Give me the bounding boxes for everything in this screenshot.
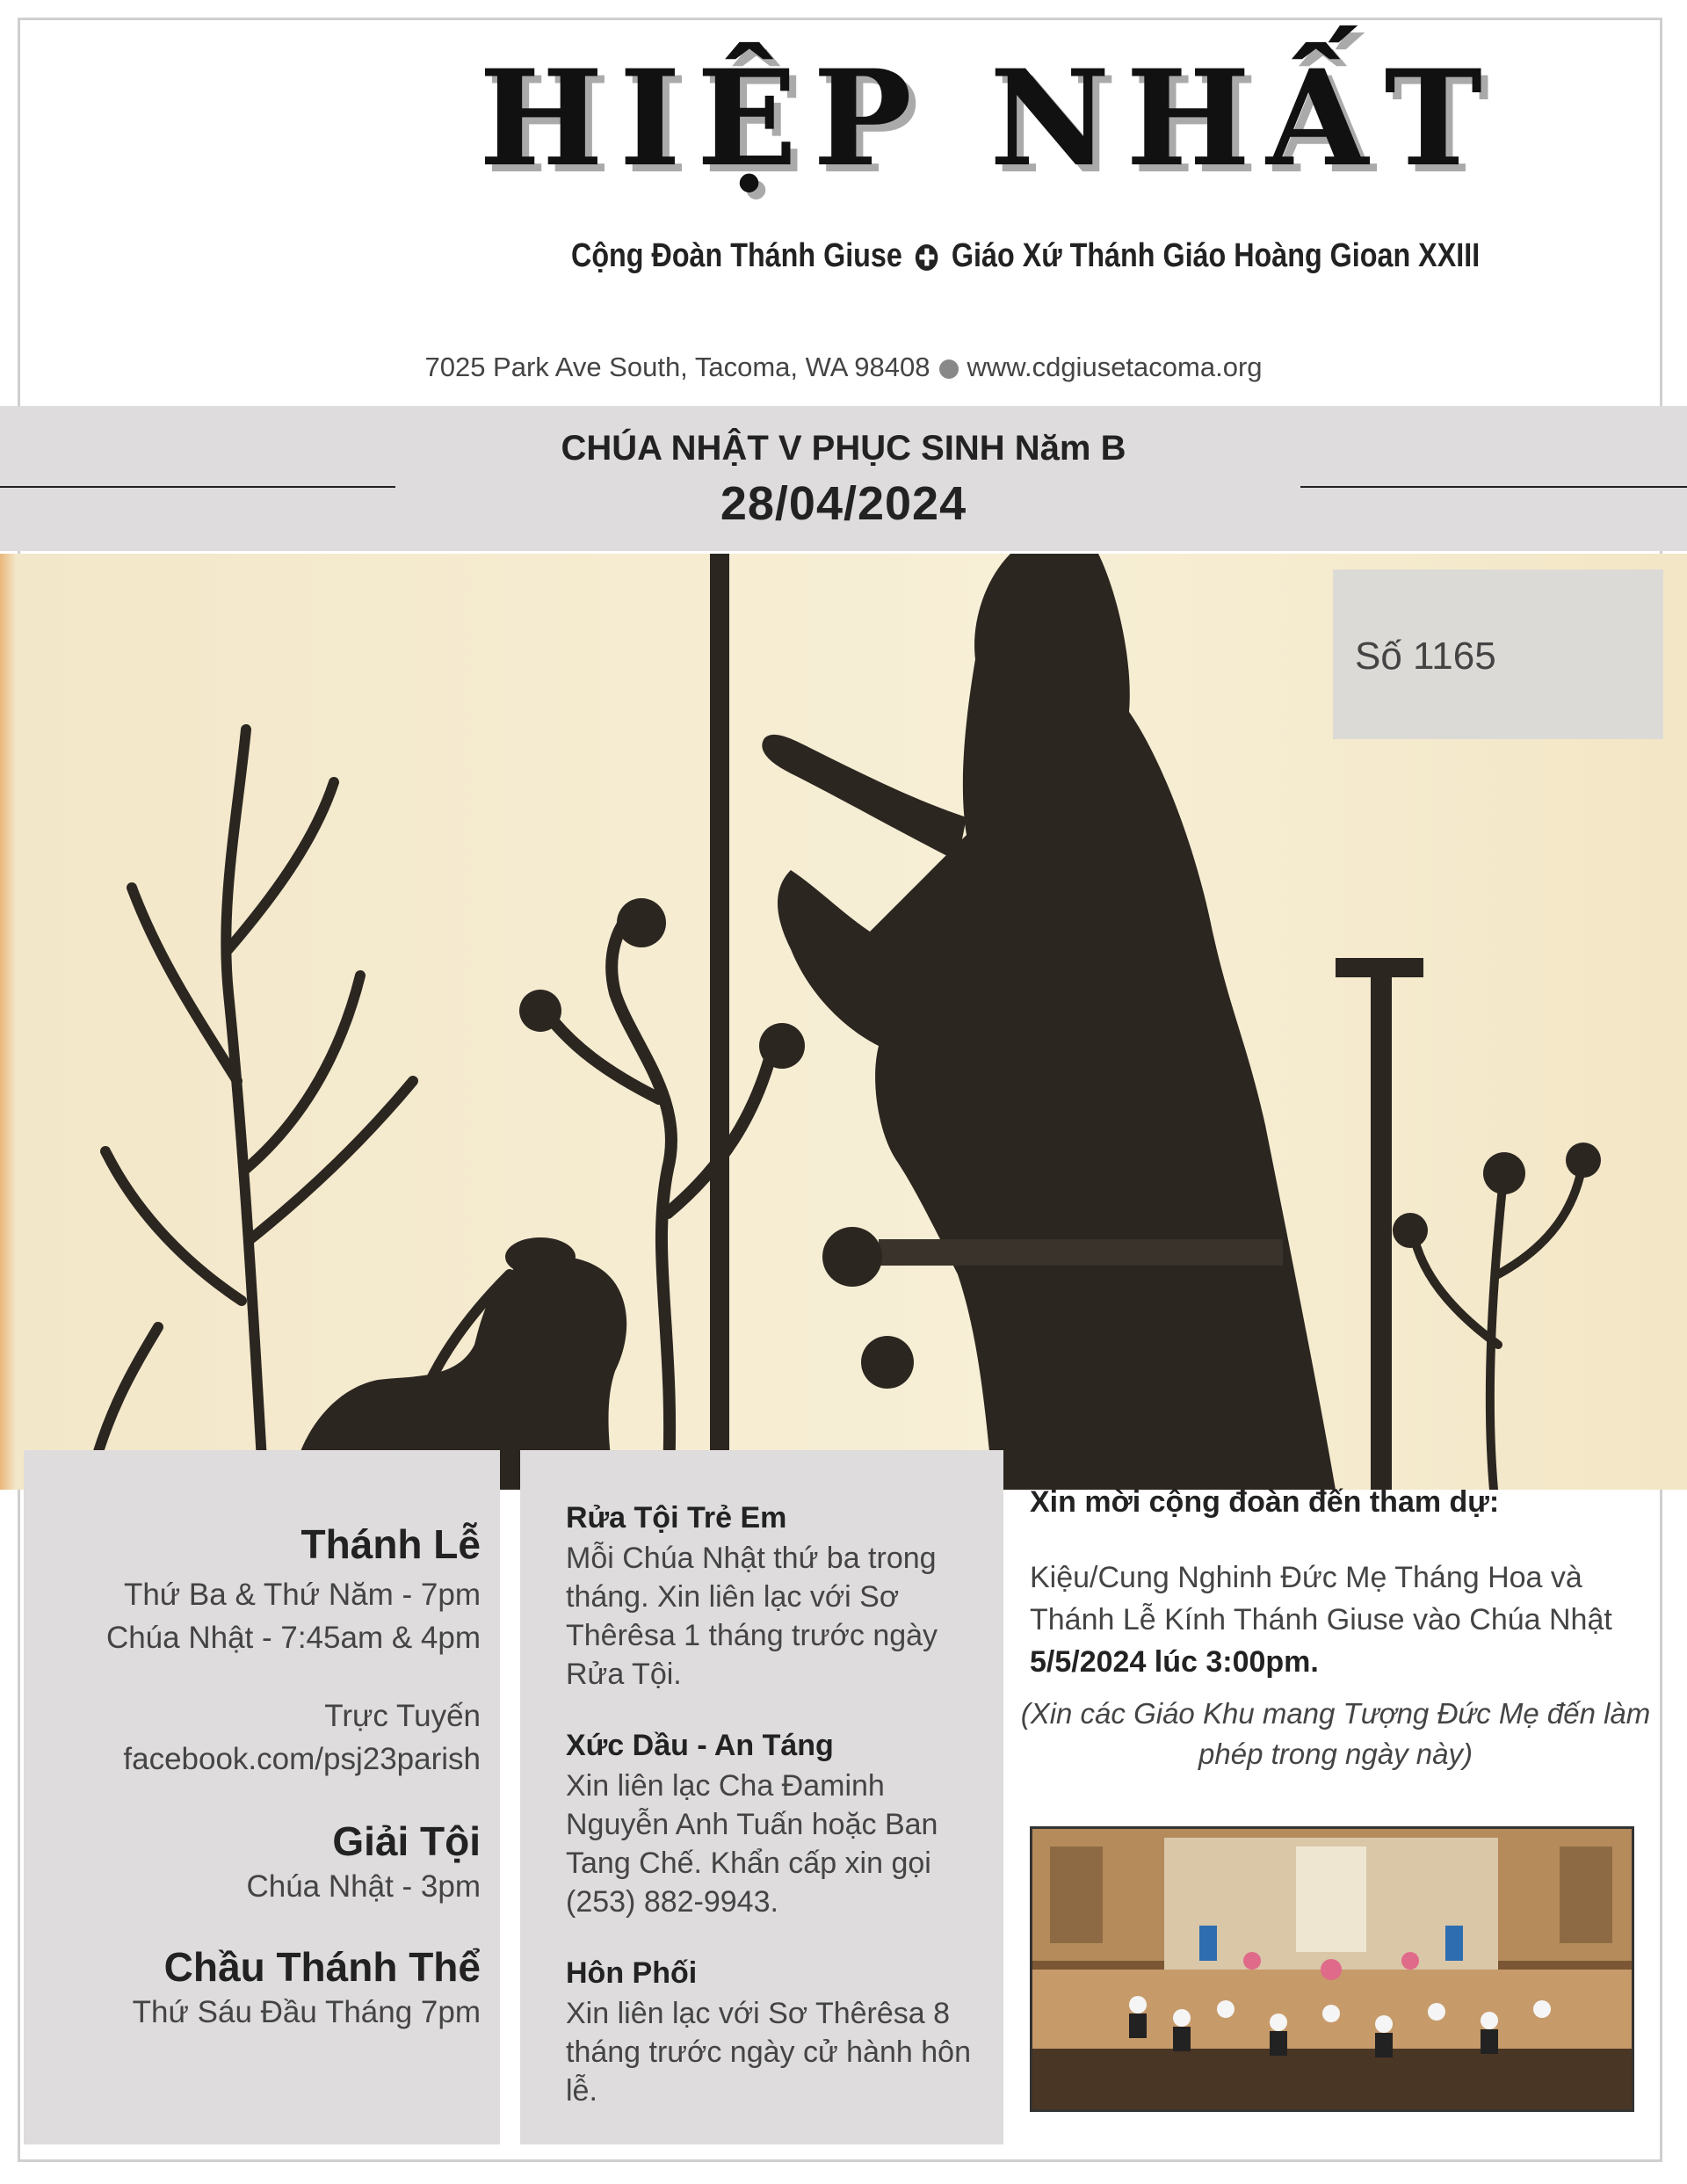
website-link[interactable]: www.cdgiusetacoma.org [967,352,1263,382]
adoration-heading: Chầu Thánh Thể [163,1944,481,1990]
marriage-heading: Hôn Phối [566,1956,698,1990]
invitation-body: Kiệu/Cung Nghinh Đức Mẹ Tháng Hoa và Thánh Lễ Kính Thánh Giuse vào Chúa Nhật [1030,1561,1612,1636]
liturgical-sunday: CHÚA NHẬT V PHỤC SINH Năm B [561,429,1126,468]
newsletter-title: HIỆP NHẤT [478,41,1499,196]
anointing-heading: Xức Dầu - An Táng [566,1729,834,1762]
sacraments-column [520,1450,1003,2144]
baptism-heading: Rửa Tội Trẻ Em [566,1501,787,1535]
adoration-time: Thứ Sáu Đầu Tháng 7pm [132,1995,481,2029]
invitation-date-time: 5/5/2024 lúc 3:00pm. [1030,1645,1319,1679]
invitation-text [1030,1556,1652,1683]
mass-heading: Thánh Lễ [300,1521,481,1567]
invitation-column [1019,1485,1652,1774]
marriage-text: Xin liên lạc với Sơ Thêrêsa 8 tháng trước ngày cử hành hôn lễ. [566,1997,971,2108]
issue-number-box [1333,570,1663,739]
anointing-text: Xin liên lạc Cha Đaminh Nguyễn Anh Tuấn hoặc Ban Tang Chế. Khẩn cấp xin gọi (253) 882-9943. [566,1769,938,1919]
invitation-heading: Xin mời cộng đoàn đến tham dự: [1030,1485,1500,1519]
online-label: Trực Tuyến [324,1699,481,1733]
mass-sunday: Chúa Nhật - 7:45am & 4pm [105,1621,481,1655]
confession-heading: Giải Tội [332,1818,481,1864]
mass-weekday: Thứ Ba & Thứ Năm - 7pm [123,1578,481,1612]
confession-time: Chúa Nhật - 3pm [246,1869,481,1904]
photo-art [1032,1829,1632,2109]
bullet-dot-icon [939,359,959,379]
issue-date: 28/04/2024 [720,477,967,530]
church-procession-photo [1030,1826,1634,2112]
date-band [0,406,1687,551]
street-address: 7025 Park Ave South, Tacoma, WA 98408 [424,352,930,382]
masthead-subtitle [571,237,1481,275]
baptism-text: Mỗi Chúa Nhật thứ ba trong tháng. Xin liên lạc với Sơ Thêrêsa 1 tháng trước ngày Rửa Tội. [566,1542,938,1691]
schedule-column [24,1450,500,2144]
cross-icon: ✚ [916,244,938,271]
parish-name: Giáo Xứ Thánh Giáo Hoàng Gioan XXIII [951,237,1481,274]
online-link[interactable]: facebook.com/psj23parish [123,1742,481,1776]
community-name: Cộng Đoàn Thánh Giuse [571,237,902,274]
invitation-note: (Xin các Giáo Khu mang Tượng Đức Mẹ đến làm phép trong ngày này) [1020,1697,1651,1770]
issue-number: Số 1165 [1355,635,1496,678]
address-line [316,352,1371,383]
